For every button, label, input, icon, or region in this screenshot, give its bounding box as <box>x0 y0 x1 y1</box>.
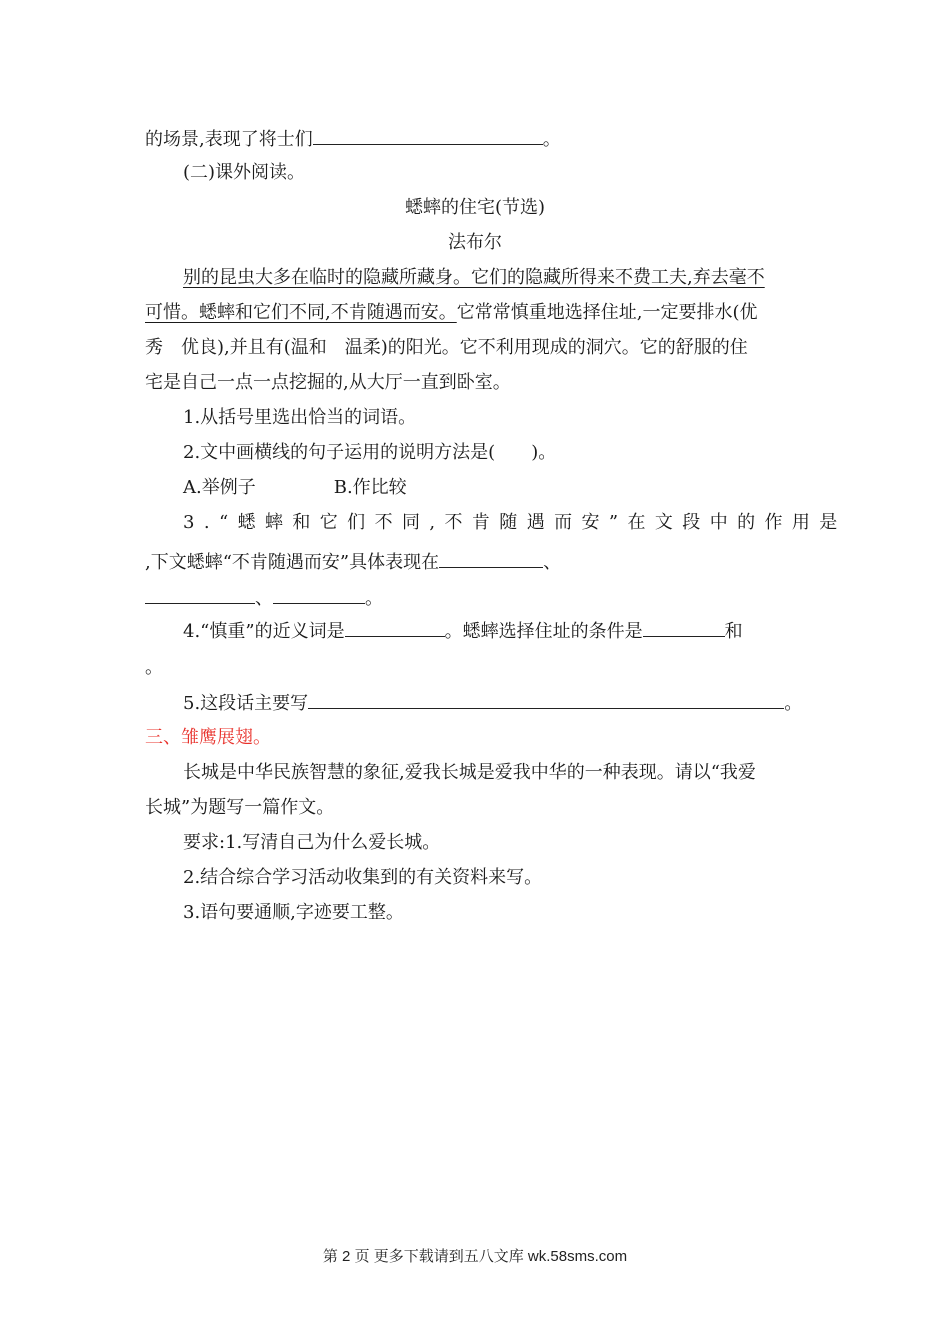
sentence-end: 。 <box>784 693 803 714</box>
page-footer: 第 2 页 更多下载请到五八文库 wk.58sms.com <box>322 1248 628 1265</box>
question-2: 2.文中画横线的句子运用的说明方法是( )。 <box>183 442 557 463</box>
requirement-2: 2.结合综合学习活动收集到的有关资料来写。 <box>183 867 543 888</box>
answer-blank[interactable] <box>308 690 784 709</box>
prev-line-end: 。 <box>542 129 561 150</box>
passage-text: 它常常慎重地选择住址,一定要排水(优 <box>456 302 758 323</box>
passage-title: 蟋蟀的住宅(节选) <box>404 197 546 218</box>
composition-prompt-line-1: 长城是中华民族智慧的象征,爱我长城是爱我中华的一种表现。请以“我爱 <box>183 762 756 783</box>
section-heading-reading: (二)课外阅读。 <box>183 162 306 183</box>
passage-author: 法布尔 <box>448 232 502 253</box>
sentence-end: 。 <box>365 588 383 609</box>
passage-line-3: 秀 优良),并且有(温和 温柔)的阳光。它不利用现成的洞穴。它的舒服的住 <box>145 337 748 358</box>
separator: 、 <box>255 588 273 609</box>
requirement-1: 要求:1.写清自己为什么爱长城。 <box>183 832 441 853</box>
passage-line-4: 宅是自己一点一点挖掘的,从大厅一直到卧室。 <box>145 372 511 393</box>
question-5 <box>183 690 807 717</box>
underlined-sentence: 可惜。蟋蟀和它们不同,不肯随遇而安。 <box>145 302 457 323</box>
answer-blank[interactable] <box>313 126 543 145</box>
question-4-text: 4.“慎重”的近义词是 <box>183 621 345 642</box>
question-4-text: 和 <box>724 621 743 642</box>
question-3-line-2 <box>145 549 807 576</box>
prev-answer-line <box>145 126 807 153</box>
question-3-line-3 <box>145 585 807 612</box>
question-4-line-2: 。 <box>145 657 163 678</box>
composition-prompt-line-2: 长城”为题写一篇作文。 <box>145 797 335 818</box>
option-a[interactable]: A.举例子 <box>183 477 256 498</box>
question-2-options <box>183 475 807 501</box>
answer-blank[interactable] <box>345 618 445 637</box>
answer-blank[interactable] <box>439 549 543 568</box>
passage-line-2 <box>145 300 807 326</box>
question-3-text: ,下文蟋蟀“不肯随遇而安”具体表现在 <box>145 552 440 573</box>
question-4-line-1 <box>183 618 807 645</box>
option-b[interactable]: B.作比较 <box>333 477 407 498</box>
question-4-text: 。蟋蟀选择住址的条件是 <box>444 621 643 642</box>
answer-blank[interactable] <box>643 618 725 637</box>
section-heading-composition: 三、雏鹰展翅。 <box>145 727 271 748</box>
separator: 、 <box>543 552 562 573</box>
question-5-text: 5.这段话主要写 <box>183 693 309 714</box>
requirement-3: 3.语句要通顺,字迹要工整。 <box>183 902 404 923</box>
underlined-sentence: 别的昆虫大多在临时的隐藏所藏身。它们的隐藏所得来不费工夫,弃去毫不 <box>183 267 765 288</box>
question-3-line-1: 3.“蟋蟀和它们不同,不肯随遇而安”在文段中的作用是 <box>183 512 847 533</box>
passage-line-1 <box>183 265 807 291</box>
prev-line-text: 的场景,表现了将士们 <box>145 129 313 150</box>
answer-blank[interactable] <box>145 585 255 604</box>
answer-blank[interactable] <box>273 585 365 604</box>
question-1: 1.从括号里选出恰当的词语。 <box>183 407 417 428</box>
